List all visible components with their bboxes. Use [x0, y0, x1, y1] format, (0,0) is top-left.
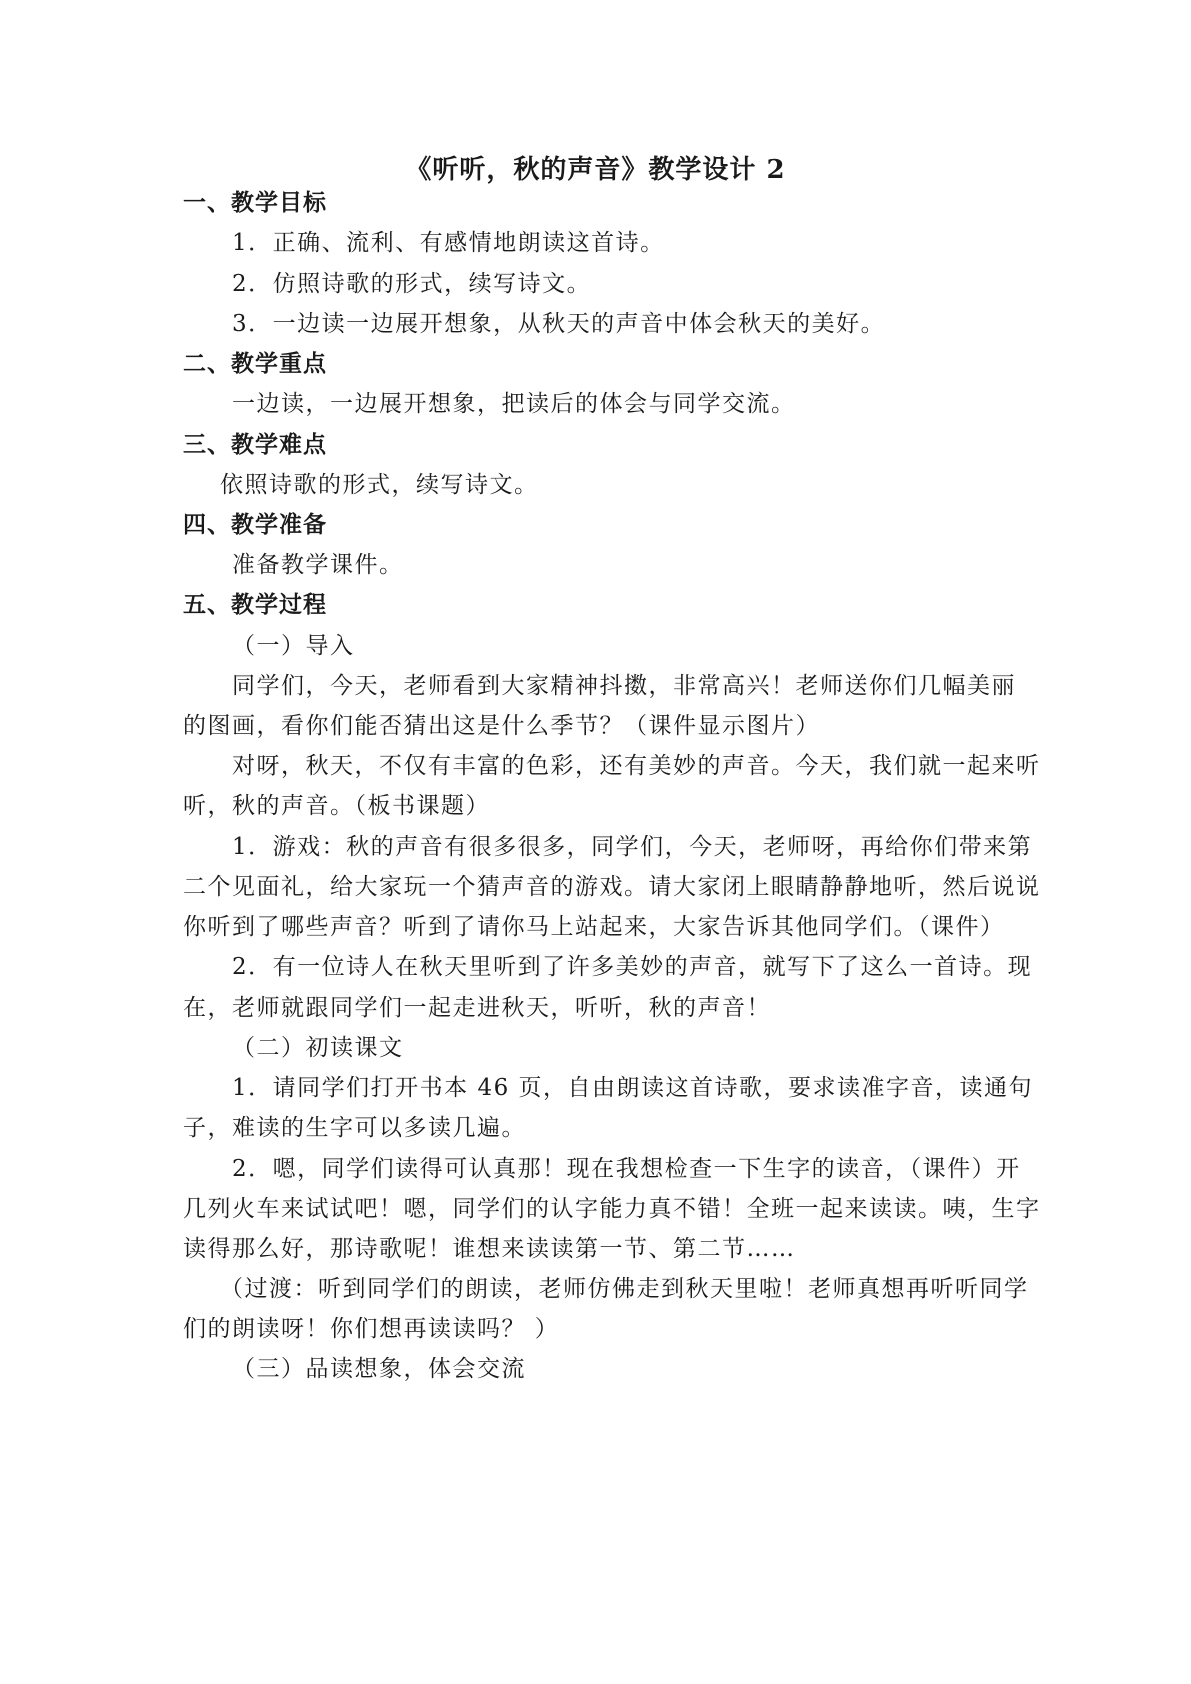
section-heading-process: 五、教学过程 — [183, 591, 327, 618]
paragraph-line: 二个见面礼，给大家玩一个猜声音的游戏。请大家闭上眼睛静静地听，然后说说 — [183, 874, 1041, 900]
paragraph-line: 几列火车来试试吧！嗯，同学们的认字能力真不错！全班一起来读读。咦，生字 — [183, 1196, 1041, 1222]
paragraph-line: 们的朗读呀！你们想再读读吗？ ） — [183, 1316, 560, 1342]
section-heading-preparation: 四、教学准备 — [183, 511, 327, 538]
paragraph-line: 2．有一位诗人在秋天里听到了许多美妙的声音，就写下了这么一首诗。现 — [232, 954, 1033, 980]
paragraph-line: 在，老师就跟同学们一起走进秋天，听听，秋的声音！ — [183, 995, 771, 1021]
paragraph-line: 的图画，看你们能否猜出这是什么季节？（课件显示图片） — [183, 713, 820, 739]
paragraph-line: 1．请同学们打开书本 46 页，自由朗读这首诗歌，要求读准字音，读通句 — [232, 1075, 1034, 1101]
paragraph-line: 你听到了哪些声音？听到了请你马上站起来，大家告诉其他同学们。（课件） — [183, 914, 1005, 940]
section-heading-key-points: 二、教学重点 — [183, 350, 327, 377]
paragraph-line: 1．游戏：秋的声音有很多很多，同学们，今天，老师呀，再给你们带来第 — [232, 834, 1033, 860]
paragraph-line: （过渡：听到同学们的朗读，老师仿佛走到秋天里啦！老师真想再听听同学 — [220, 1276, 1029, 1302]
objective-line-3: 3．一边读一边展开想象，从秋天的声音中体会秋天的美好。 — [232, 311, 886, 337]
paragraph-line: 同学们，今天，老师看到大家精神抖擞，非常高兴！老师送你们几幅美丽 — [232, 673, 1016, 699]
subsection-intro: （一）导入 — [232, 633, 355, 659]
paragraph-line: 对呀，秋天，不仅有丰富的色彩，还有美妙的声音。今天，我们就一起来听 — [232, 753, 1041, 779]
key-points-line: 一边读，一边展开想象，把读后的体会与同学交流。 — [232, 391, 796, 417]
objective-line-1: 1．正确、流利、有感情地朗读这首诗。 — [232, 230, 665, 256]
section-heading-objectives: 一、教学目标 — [183, 189, 327, 216]
objective-line-2: 2．仿照诗歌的形式，续写诗文。 — [232, 271, 592, 297]
difficulties-line: 依照诗歌的形式，续写诗文。 — [220, 472, 539, 498]
preparation-line: 准备教学课件。 — [232, 552, 404, 578]
document-title: 《听听，秋的声音》教学设计 2 — [405, 155, 786, 185]
subsection-appreciation: （三）品读想象，体会交流 — [232, 1356, 526, 1382]
paragraph-line: 听，秋的声音。（板书课题） — [183, 793, 490, 819]
paragraph-line: 子，难读的生字可以多读几遍。 — [183, 1115, 526, 1141]
section-heading-difficulties: 三、教学难点 — [183, 431, 327, 458]
paragraph-line: 读得那么好，那诗歌呢！谁想来读读第一节、第二节…… — [183, 1236, 796, 1262]
subsection-first-reading: （二）初读课文 — [232, 1035, 404, 1061]
paragraph-line: 2．嗯，同学们读得可认真那！现在我想检查一下生字的读音，（课件）开 — [232, 1156, 1021, 1182]
